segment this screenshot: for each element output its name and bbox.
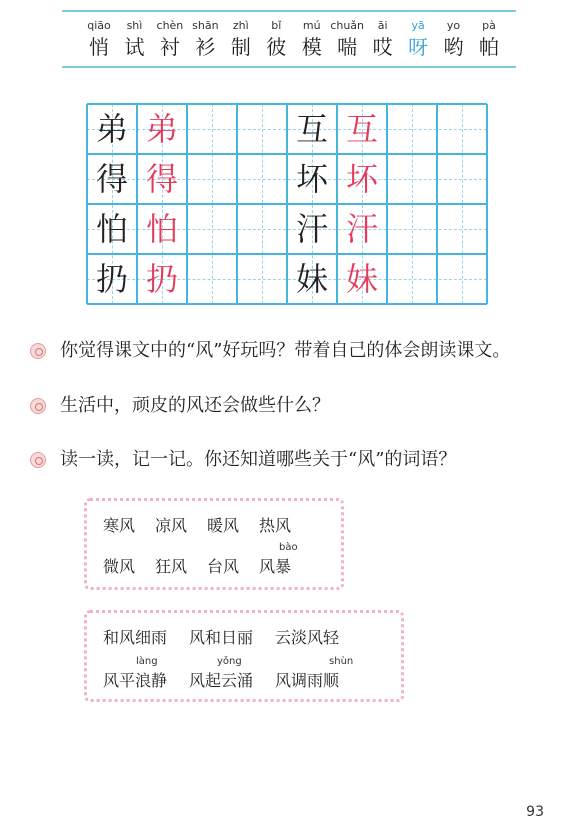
vocab-pinyin: chèn bbox=[156, 19, 184, 32]
word-pinyin: làng bbox=[136, 656, 158, 667]
word-with-pinyin bbox=[189, 656, 254, 692]
vocab-char bbox=[297, 20, 327, 66]
grid-line-vertical bbox=[436, 104, 438, 304]
vocab-pinyin: pà bbox=[482, 19, 496, 32]
vocab-char bbox=[439, 20, 469, 66]
grid-char-trace: 互 bbox=[345, 110, 378, 148]
grid-char-trace: 坏 bbox=[345, 160, 378, 198]
vocab-pinyin: yā bbox=[411, 19, 425, 32]
vocab-hanzi: 悄 bbox=[89, 35, 109, 59]
vocab-char bbox=[84, 20, 114, 66]
grid-char-model: 弟 bbox=[95, 110, 128, 148]
word-pinyin: shùn bbox=[329, 656, 354, 667]
vocab-char-highlighted bbox=[403, 20, 433, 66]
vocab-top-rule bbox=[62, 10, 516, 12]
grid-char-trace: 妹 bbox=[345, 260, 378, 298]
word-text: 风调雨顺 bbox=[275, 671, 340, 690]
word-row bbox=[103, 515, 291, 537]
grid-char-model: 坏 bbox=[295, 160, 328, 198]
vocab-pinyin: shān bbox=[192, 19, 219, 32]
vocab-hanzi: 哟 bbox=[443, 35, 464, 59]
word-box-single bbox=[84, 498, 344, 590]
grid-line-vertical bbox=[486, 104, 488, 304]
grid-char-trace: 扔 bbox=[145, 260, 178, 298]
grid-line-vertical bbox=[236, 104, 238, 304]
vocab-char bbox=[155, 20, 185, 66]
vocab-char bbox=[119, 20, 149, 66]
vocab-pinyin: mú bbox=[302, 19, 321, 32]
word: 凉风 bbox=[155, 516, 188, 535]
grid-char-model: 得 bbox=[95, 160, 128, 198]
vocab-char bbox=[226, 20, 256, 66]
word-with-pinyin bbox=[259, 542, 298, 578]
grid-char-model: 扔 bbox=[95, 260, 128, 298]
vocab-pinyin: shì bbox=[126, 19, 143, 32]
word-text: 风暴 bbox=[259, 557, 292, 576]
vocab-hanzi: 制 bbox=[230, 35, 251, 59]
vocab-hanzi: 哎 bbox=[372, 35, 393, 59]
question-bullet-icon bbox=[30, 343, 46, 359]
vocab-pinyin: qiāo bbox=[87, 19, 111, 32]
vocab-char bbox=[474, 20, 504, 66]
vocab-char bbox=[261, 20, 291, 66]
question-1 bbox=[30, 339, 510, 363]
vocab-hanzi: 喘 bbox=[337, 35, 358, 59]
word: 风和日丽 bbox=[189, 628, 254, 647]
vocab-pinyin: zhì bbox=[232, 19, 249, 32]
vocab-char bbox=[330, 19, 365, 66]
vocab-hanzi: 试 bbox=[124, 35, 145, 59]
word: 云淡风轻 bbox=[275, 628, 340, 647]
vocab-char bbox=[190, 20, 220, 66]
word-with-pinyin bbox=[275, 656, 354, 692]
vocab-bottom-rule bbox=[62, 66, 516, 68]
word-with-pinyin bbox=[103, 656, 168, 692]
vocab-char bbox=[368, 20, 398, 66]
word: 热风 bbox=[259, 516, 292, 535]
question-text: 你觉得课文中的“风”好玩吗？带着自己的体会朗读课文。 bbox=[60, 340, 511, 361]
vocab-hanzi: 衫 bbox=[195, 35, 216, 59]
question-text: 生活中，顽皮的风还会做些什么？ bbox=[60, 395, 330, 416]
grid-char-model: 妹 bbox=[295, 260, 328, 298]
vocab-hanzi: 帕 bbox=[478, 35, 499, 59]
vocab-pinyin: āi bbox=[377, 19, 388, 32]
question-bullet-icon bbox=[30, 452, 46, 468]
word-text: 风平浪静 bbox=[103, 671, 168, 690]
word-pinyin: yǒng bbox=[217, 656, 242, 667]
vocab-hanzi: 彼 bbox=[266, 35, 287, 59]
vocab-hanzi: 呀 bbox=[408, 35, 429, 59]
grid-char-trace: 弟 bbox=[145, 110, 178, 148]
question-text: 读一读，记一记。你还知道哪些关于“风”的词语？ bbox=[60, 449, 457, 470]
word: 和风细雨 bbox=[103, 628, 168, 647]
word-box-idioms bbox=[84, 610, 404, 702]
word: 微风 bbox=[103, 557, 136, 576]
grid-char-model: 互 bbox=[295, 110, 328, 148]
word-pinyin: bào bbox=[279, 542, 298, 553]
vocab-pinyin: bǐ bbox=[271, 19, 282, 32]
word-text: 风起云涌 bbox=[189, 671, 254, 690]
vocab-chars bbox=[84, 20, 504, 66]
grid-char-trace: 得 bbox=[145, 160, 178, 198]
vocab-hanzi: 模 bbox=[301, 35, 322, 59]
word-row bbox=[103, 656, 354, 692]
question-2 bbox=[30, 394, 330, 418]
grid-char-trace: 怕 bbox=[145, 210, 178, 248]
question-3 bbox=[30, 448, 456, 472]
word-row bbox=[103, 542, 298, 578]
grid-char-model: 汗 bbox=[295, 210, 328, 248]
grid-char-model: 怕 bbox=[95, 210, 128, 248]
word-row bbox=[103, 627, 339, 649]
vocab-hanzi: 衬 bbox=[159, 35, 180, 59]
vocab-strip bbox=[62, 10, 516, 68]
grid-char-trace: 汗 bbox=[345, 210, 378, 248]
writing-grid bbox=[87, 104, 487, 304]
page-number: 93 bbox=[526, 804, 544, 820]
word: 暖风 bbox=[207, 516, 240, 535]
word: 寒风 bbox=[103, 516, 136, 535]
word: 狂风 bbox=[155, 557, 188, 576]
word: 台风 bbox=[207, 557, 240, 576]
vocab-pinyin: chuǎn bbox=[330, 19, 365, 32]
question-bullet-icon bbox=[30, 398, 46, 414]
vocab-pinyin: yo bbox=[446, 19, 461, 32]
